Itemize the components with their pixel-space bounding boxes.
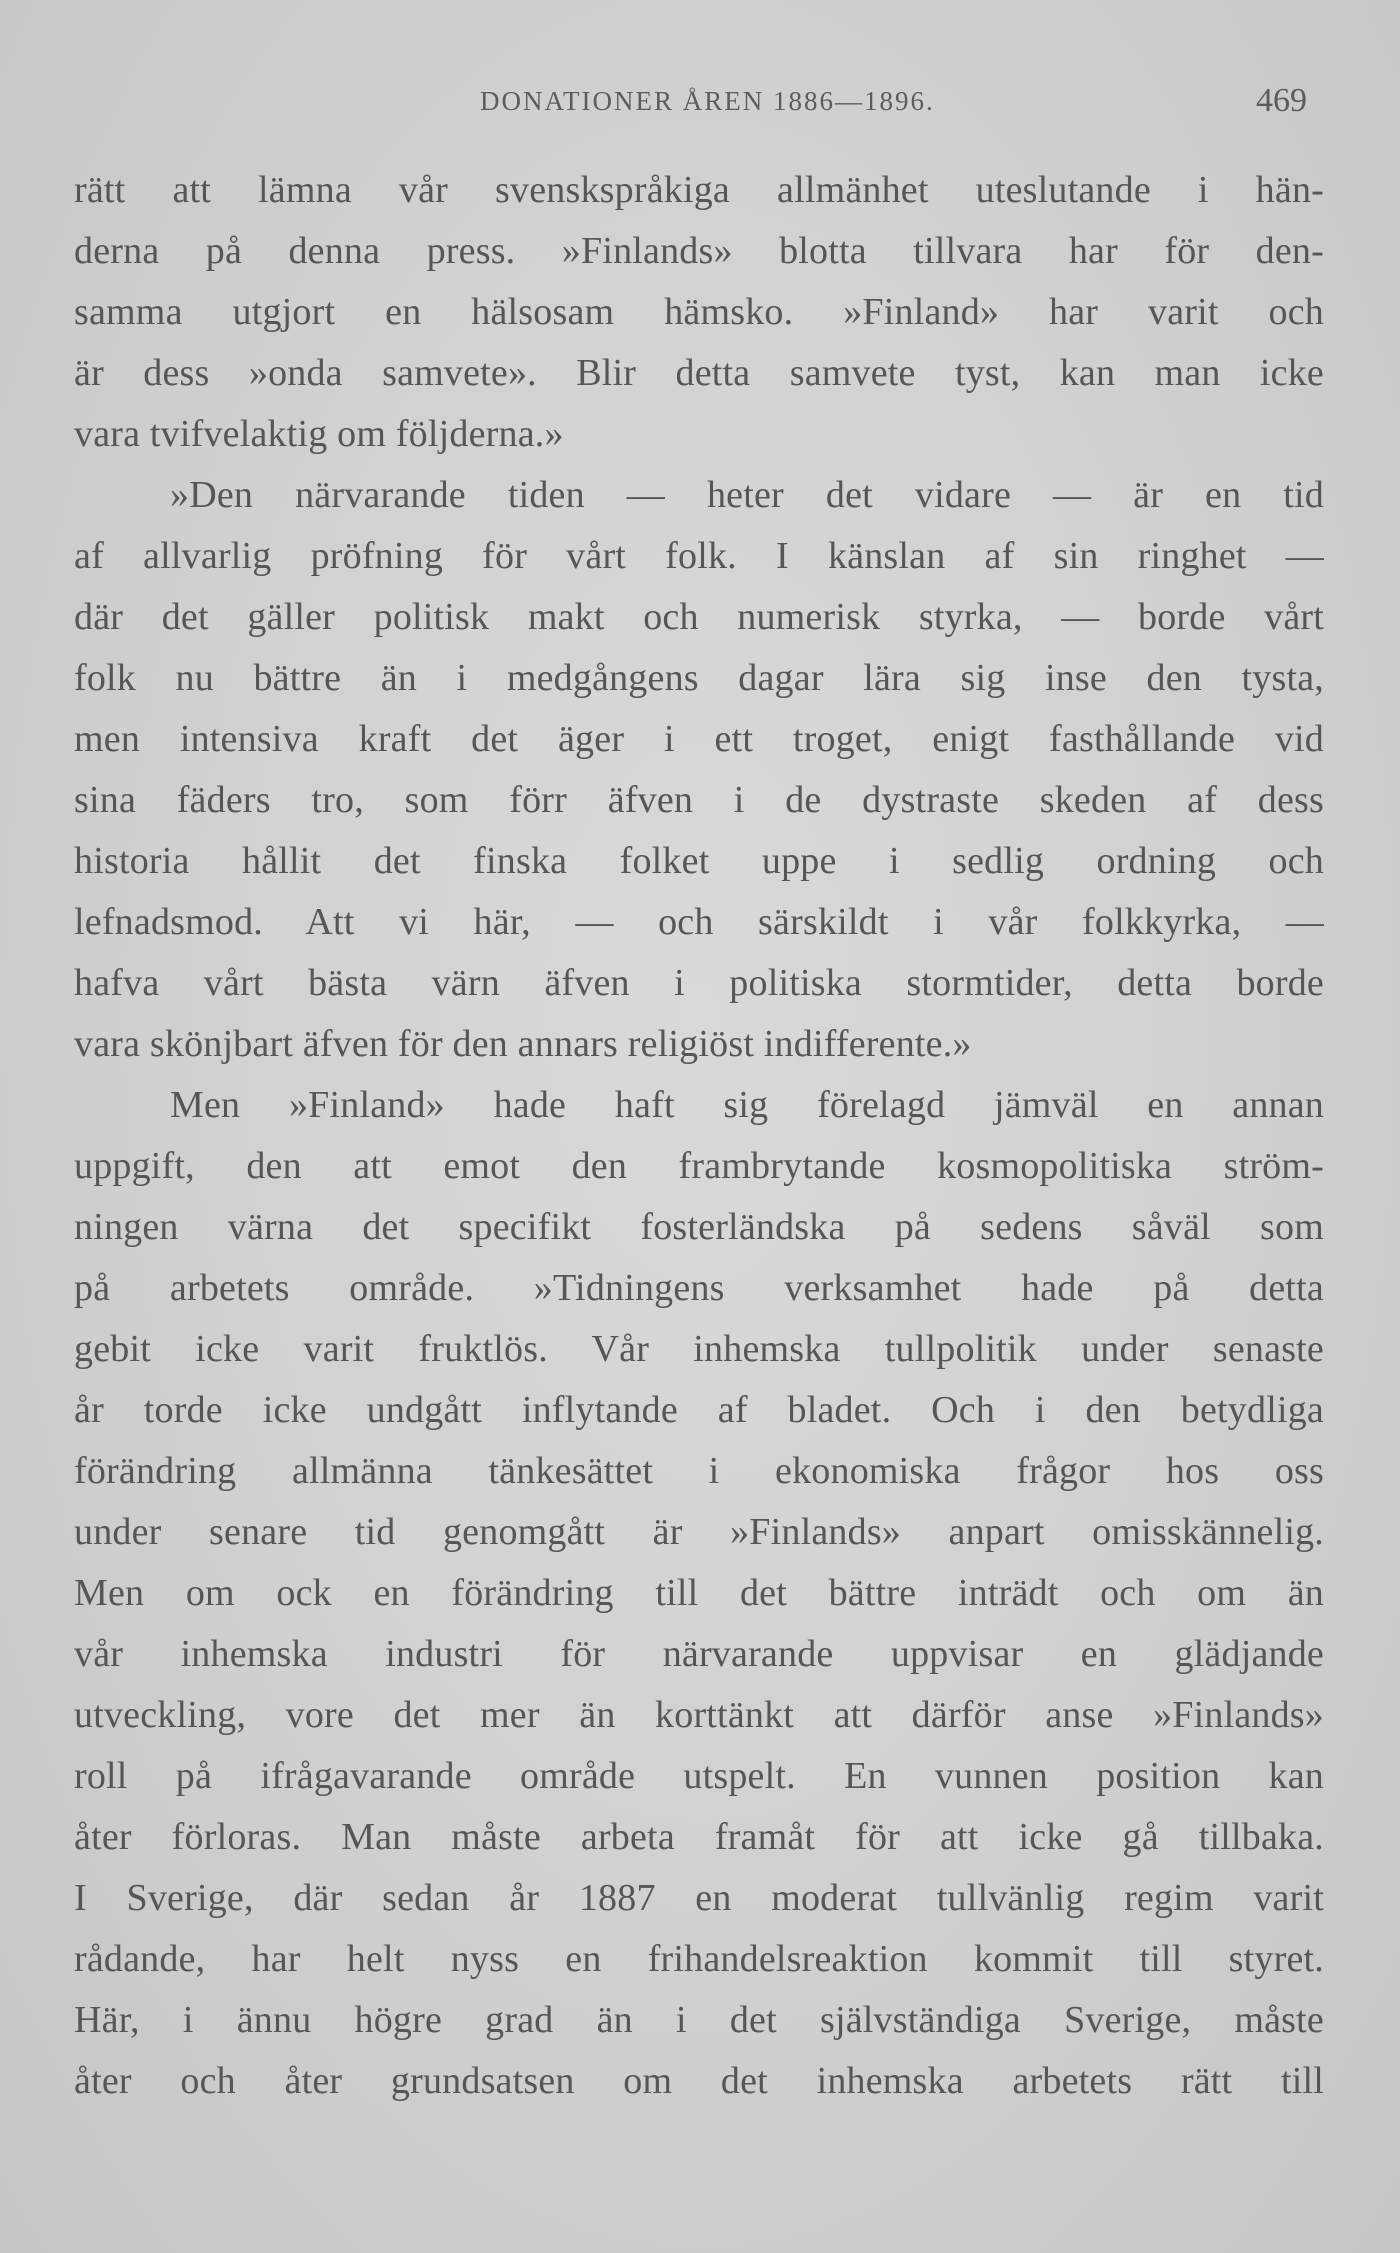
text-line: åter och åter grundsatsen om det inhemska arbetets rätt till bbox=[74, 2060, 1324, 2102]
text-line: Men om ock en förändring till det bättre inträdt och om än bbox=[74, 1572, 1324, 1614]
text-line: af allvarlig pröfning för vårt folk. I känslan af sin ringhet — bbox=[74, 535, 1324, 577]
text-line: hafva vårt bästa värn äfven i politiska stormtider, detta borde bbox=[74, 962, 1324, 1004]
text-line: förändring allmänna tänkesättet i ekonomiska frågor hos oss bbox=[74, 1450, 1324, 1492]
text-line: folk nu bättre än i medgångens dagar lära sig inse den tysta, bbox=[74, 657, 1324, 699]
text-line: derna på denna press. »Finlands» blotta tillvara har för den- bbox=[74, 230, 1324, 272]
text-line: Här, i ännu högre grad än i det självständiga Sverige, måste bbox=[74, 1999, 1324, 2041]
text-line: utveckling, vore det mer än korttänkt att därför anse »Finlands» bbox=[74, 1694, 1324, 1736]
text-line: lefnadsmod. Att vi här, — och särskildt i vår folkkyrka, — bbox=[74, 901, 1324, 943]
text-line: rådande, har helt nyss en frihandelsreaktion kommit till styret. bbox=[74, 1938, 1324, 1980]
running-header bbox=[0, 82, 1400, 122]
text-line: där det gäller politisk makt och numerisk styrka, — borde vårt bbox=[74, 596, 1324, 638]
text-line: men intensiva kraft det äger i ett troget, enigt fasthållande vid bbox=[74, 718, 1324, 760]
text-line: år torde icke undgått inflytande af bladet. Och i den betydliga bbox=[74, 1389, 1324, 1431]
text-line: roll på ifrågavarande område utspelt. En vunnen position kan bbox=[74, 1755, 1324, 1797]
text-line: vår inhemska industri för närvarande uppvisar en glädjande bbox=[74, 1633, 1324, 1675]
text-line: Men »Finland» hade haft sig förelagd jämväl en annan bbox=[170, 1084, 1324, 1126]
text-line: samma utgjort en hälsosam hämsko. »Finland» har varit och bbox=[74, 291, 1324, 333]
page-number: 469 bbox=[1256, 82, 1307, 119]
text-line: ningen värna det specifikt fosterländska på sedens såväl som bbox=[74, 1206, 1324, 1248]
text-line: är dess »onda samvete». Blir detta samvete tyst, kan man icke bbox=[74, 352, 1324, 394]
text-line: rätt att lämna vår svenskspråkiga allmänhet uteslutande i hän- bbox=[74, 169, 1324, 211]
text-line: under senare tid genomgått är »Finlands» anpart omisskännelig. bbox=[74, 1511, 1324, 1553]
text-line: gebit icke varit fruktlös. Vår inhemska tullpolitik under senaste bbox=[74, 1328, 1324, 1370]
text-line: vara tvifvelaktig om följderna.» bbox=[74, 413, 564, 455]
running-title: DONATIONER ÅREN 1886—1896. bbox=[480, 86, 935, 116]
text-line: åter förloras. Man måste arbeta framåt för att icke gå tillbaka. bbox=[74, 1816, 1324, 1858]
text-line: historia hållit det finska folket uppe i sedlig ordning och bbox=[74, 840, 1324, 882]
text-line: »Den närvarande tiden — heter det vidare — är en tid bbox=[170, 474, 1324, 516]
text-line: vara skönjbart äfven för den annars religiöst indifferente.» bbox=[74, 1023, 972, 1065]
text-line: sina fäders tro, som förr äfven i de dystraste skeden af dess bbox=[74, 779, 1324, 821]
text-line: I Sverige, där sedan år 1887 en moderat tullvänlig regim varit bbox=[74, 1877, 1324, 1919]
text-line: på arbetets område. »Tidningens verksamhet hade på detta bbox=[74, 1267, 1324, 1309]
text-line: uppgift, den att emot den frambrytande kosmopolitiska ström- bbox=[74, 1145, 1324, 1187]
body-text bbox=[74, 160, 1324, 2112]
